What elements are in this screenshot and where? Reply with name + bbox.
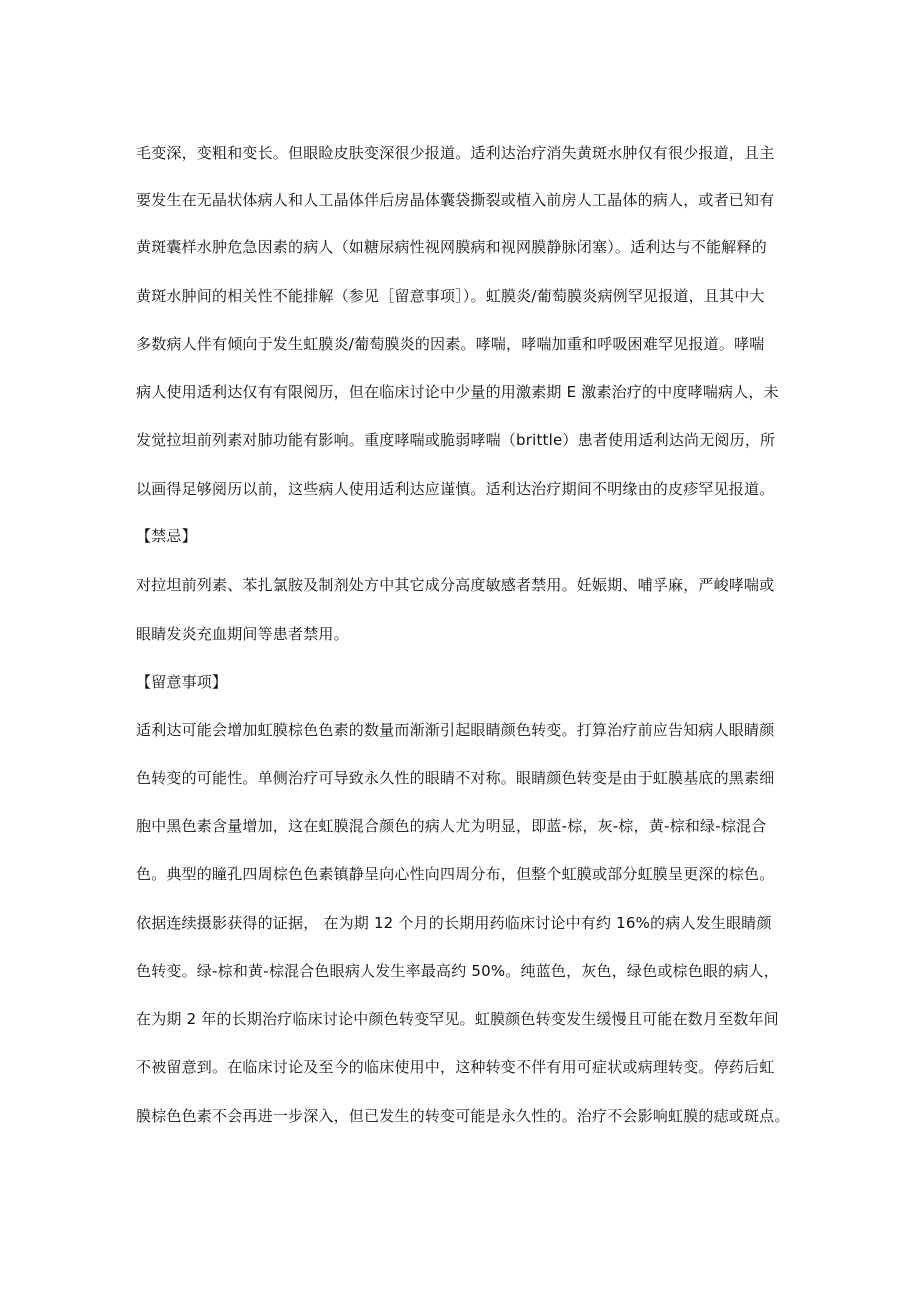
paragraph-line: 多数病人伴有倾向于发生虹膜炎/葡萄膜炎的因素。哮喘，哮喘加重和呼吸困难罕见报道。哮喘 xyxy=(136,335,765,353)
paragraph-line: 不被留意到。在临床讨论及至今的临床使用中，这种转变不伴有用可症状或病理转变。停药后虹 xyxy=(136,1058,775,1076)
paragraph-line: 在为期 2 年的长期治疗临床讨论中颜色转变罕见。虹膜颜色转变发生缓慢且可能在数月至数年间 xyxy=(136,1010,779,1028)
paragraph-line: 黄斑水肿间的相关性不能排解（参见［留意事项］）。虹膜炎/葡萄膜炎病例罕见报道，且其中大 xyxy=(136,287,765,305)
paragraph-line: 依据连续摄影获得的证据， 在为期 12 个月的长期用药临床讨论中有约 16%的病人发生眼睛颜 xyxy=(136,914,772,932)
paragraph-line: 胞中黑色素含量增加，这在虹膜混合颜色的病人尤为明显，即蓝-棕，灰-棕，黄-棕和绿-棕混合 xyxy=(136,817,767,835)
paragraph-line: 病人使用适利达仅有有限阅历，但在临床讨论中少量的用激素期 E 激素治疗的中度哮喘病人，未 xyxy=(136,383,779,401)
paragraph-line: 毛变深，变粗和变长。但眼睑皮肤变深很少报道。适利达治疗消失黄斑水肿仅有很少报道，且主 xyxy=(136,144,775,162)
paragraph-line: 色。典型的瞳孔四周棕色色素镇静呈向心性向四周分布，但整个虹膜或部分虹膜呈更深的棕色。 xyxy=(136,865,775,883)
paragraph-line: 黄斑囊样水肿危急因素的病人（如糖尿病性视网膜病和视网膜静脉闭塞）。适利达与不能解释的 xyxy=(136,238,767,256)
paragraph-line: 色转变。绿-棕和黄-棕混合色眼病人发生率最高约 50%。纯蓝色，灰色，绿色或棕色眼的病人， xyxy=(136,962,779,980)
paragraph-line: 要发生在无晶状体病人和人工晶体伴后房晶体囊袋撕裂或植入前房人工晶体的病人，或者已知有 xyxy=(136,191,775,209)
paragraph-line: 对拉坦前列素、苯扎氯胺及制剂处方中其它成分高度敏感者禁用。妊娠期、哺孚麻，严峻哮喘或 xyxy=(136,576,775,594)
paragraph-line: 以画得足够阅历以前，这些病人使用适利达应谨慎。适利达治疗期间不明缘由的皮疹罕见报道。 xyxy=(136,480,775,498)
paragraph-line: 膜棕色色素不会再进一步深入，但已发生的转变可能是永久性的。治疗不会影响虹膜的痣或斑点。 xyxy=(136,1107,790,1125)
paragraph-line: 色转变的可能性。单侧治疗可导致永久性的眼睛不对称。眼睛颜色转变是由于虹膜基底的黑素细 xyxy=(136,769,775,787)
paragraph-line: 发觉拉坦前列素对肺功能有影响。重度哮喘或脆弱哮喘（brittle）患者使用适利达尚无阅历，所 xyxy=(136,431,776,449)
section-heading-contraindications: 【禁忌】 xyxy=(136,527,197,545)
section-heading-precautions: 【留意事项】 xyxy=(136,673,228,691)
paragraph-line: 适利达可能会增加虹膜棕色色素的数量而渐渐引起眼睛颜色转变。打算治疗前应告知病人眼睛颜 xyxy=(136,721,775,739)
paragraph-line: 眼睛发炎充血期间等患者禁用。 xyxy=(136,625,349,643)
